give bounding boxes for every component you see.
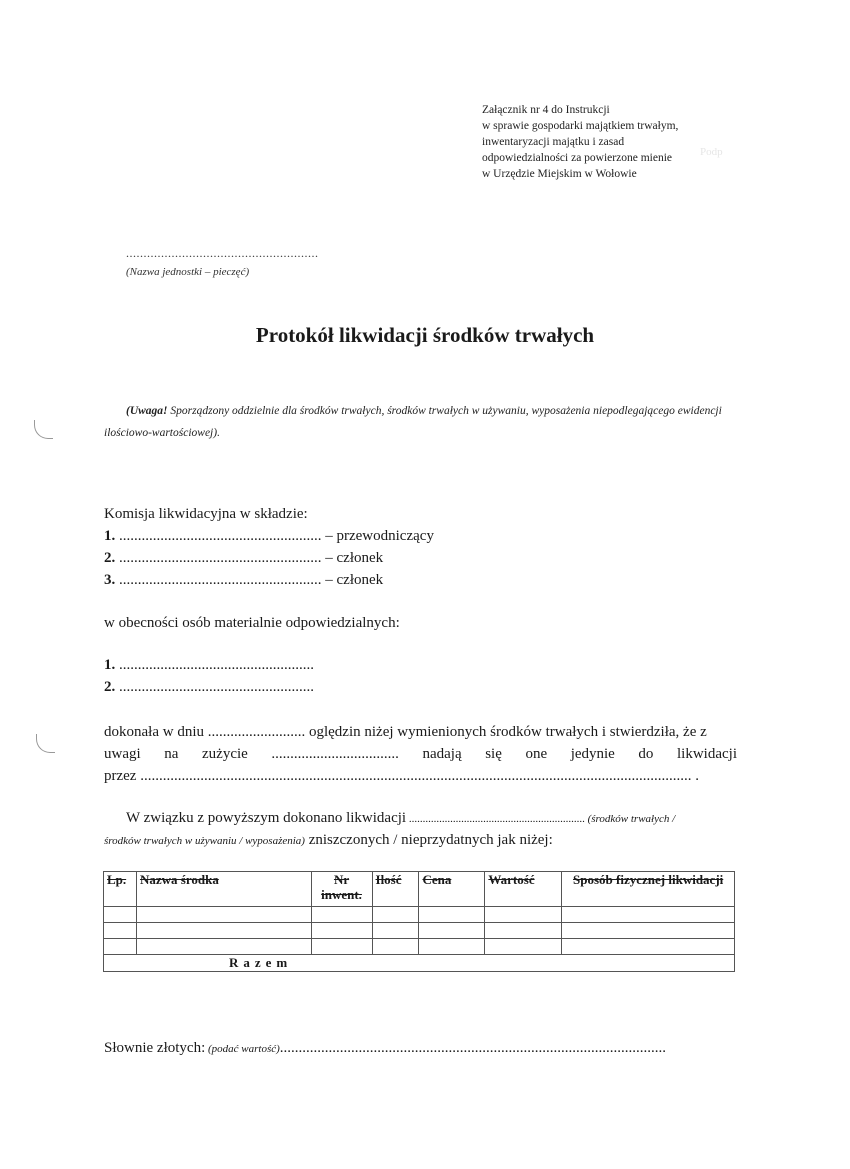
person-dots: ....................................................: [115, 679, 314, 695]
inspection-word: jedynie: [570, 746, 615, 762]
amount-in-words-line: [104, 1040, 666, 1057]
scan-ghost: Podp: [700, 146, 723, 158]
attachment-line: Załącznik nr 4 do Instrukcji: [482, 104, 610, 116]
inspection-word: się: [485, 746, 502, 762]
table-cell[interactable]: [136, 907, 311, 923]
col-header-disposal-method: Sposób fizycznej likwidacji: [562, 872, 735, 907]
liquidation-tail: (środków trwałych /: [584, 813, 676, 825]
inspection-word: uwagi: [104, 746, 141, 762]
attachment-line: w sprawie gospodarki majątkiem trwałym,: [482, 120, 679, 132]
commission-member: [104, 528, 434, 545]
table-cell[interactable]: [104, 907, 137, 923]
unit-name-field: .......................................................: [126, 246, 319, 260]
person-number: 2.: [104, 679, 116, 695]
member-role: – członek: [321, 572, 384, 588]
inspection-line: [104, 746, 737, 763]
attachment-line: inwentaryzacji majątku i zasad: [482, 136, 625, 148]
table-cell[interactable]: [372, 939, 419, 955]
liquidation-line2-text: zniszczonych / nieprzydatnych jak niżej:: [304, 832, 553, 848]
member-role: – członek: [321, 550, 384, 566]
member-dots: ......................................................: [115, 550, 322, 566]
inspection-line: dokonała w dniu .......................... oględzin niżej wymienionych środków trwałych i stwierdziła, że z: [104, 724, 707, 740]
attachment-line: w Urzędzie Miejskim w Wołowie: [482, 168, 637, 180]
liquidation-line: [126, 810, 675, 827]
table-cell[interactable]: [104, 923, 137, 939]
commission-member: [104, 572, 383, 589]
col-header-name: Nazwa środka: [136, 872, 311, 907]
table-cell[interactable]: [419, 923, 485, 939]
inspection-word: na: [164, 746, 179, 762]
member-number: 2.: [104, 550, 116, 566]
person-dots: ....................................................: [115, 657, 314, 673]
liquidation-lead: W związku z powyższym dokonano likwidacji: [126, 810, 407, 826]
inspection-word: do: [638, 746, 654, 762]
unit-name-caption: (Nazwa jednostki – pieczęć): [126, 266, 250, 278]
note-paragraph: [104, 400, 744, 444]
table-cell[interactable]: [419, 907, 485, 923]
binder-hole-mark: [36, 734, 55, 753]
table-cell[interactable]: [372, 923, 419, 939]
commission-member: [104, 550, 383, 567]
table-row: [104, 907, 735, 923]
inspection-word: nadają: [422, 746, 462, 762]
inspection-word: one: [525, 746, 548, 762]
liquidation-line: [104, 832, 553, 849]
person-number: 1.: [104, 657, 116, 673]
note-text: Sporządzony oddzielnie dla środków trwałych, środków trwałych w używaniu, wyposażenia niepodlegającego ewidencji ilościowo-wartościowej).: [104, 405, 722, 439]
col-header-price: Cena: [419, 872, 485, 907]
liquidation-line2-italic: środków trwałych w używaniu / wyposażenia): [104, 835, 305, 847]
table-cell[interactable]: [372, 907, 419, 923]
commission-heading: Komisja likwidacyjna w składzie:: [104, 506, 308, 522]
inspection-word: likwidacji: [677, 746, 737, 762]
member-dots: ......................................................: [115, 528, 322, 544]
table-row: [104, 923, 735, 939]
liquidation-dots: ................................................................: [406, 813, 585, 825]
table-header-row: [104, 872, 735, 907]
presence-person: [104, 657, 314, 674]
presence-person: [104, 679, 314, 696]
table-cell[interactable]: [104, 939, 137, 955]
col-header-value: Wartość: [485, 872, 562, 907]
table-cell[interactable]: [485, 907, 562, 923]
binder-hole-mark: [34, 420, 53, 439]
presence-heading: w obecności osób materialnie odpowiedzialnych:: [104, 615, 400, 631]
inspection-word: zużycie: [202, 746, 248, 762]
member-dots: ......................................................: [115, 572, 322, 588]
member-number: 1.: [104, 528, 116, 544]
table-cell[interactable]: [311, 923, 372, 939]
col-header-inventory-no: Nr inwent.: [311, 872, 372, 907]
table-cell[interactable]: [311, 907, 372, 923]
total-label: Razem: [104, 955, 735, 972]
inspection-line: przez ................................................................................................................................................... .: [104, 768, 699, 784]
table-cell[interactable]: [485, 939, 562, 955]
table-row: [104, 939, 735, 955]
table-cell[interactable]: [485, 923, 562, 939]
table-cell[interactable]: [136, 939, 311, 955]
table-cell[interactable]: [136, 923, 311, 939]
table-cell[interactable]: [562, 923, 735, 939]
table-cell[interactable]: [419, 939, 485, 955]
attachment-note: [482, 102, 678, 182]
col-header-quantity: Ilość: [372, 872, 419, 907]
table-total-row: [104, 955, 735, 972]
amount-in-words-hint: (podać wartość): [205, 1043, 280, 1055]
note-bold: (Uwaga!: [126, 405, 168, 417]
col-header-lp: Lp.: [104, 872, 137, 907]
attachment-line: odpowiedzialności za powierzone mienie: [482, 152, 672, 164]
member-role: – przewodniczący: [321, 528, 434, 544]
amount-in-words-dots: .......................................................................................................: [279, 1040, 667, 1056]
table-cell[interactable]: [562, 907, 735, 923]
amount-in-words-label: Słownie złotych:: [104, 1040, 206, 1056]
table-cell[interactable]: [562, 939, 735, 955]
table-cell[interactable]: [311, 939, 372, 955]
member-number: 3.: [104, 572, 116, 588]
document-title: Protokół likwidacji środków trwałych: [255, 323, 595, 347]
inspection-word: ..................................: [271, 746, 399, 762]
liquidation-table: [103, 871, 735, 972]
